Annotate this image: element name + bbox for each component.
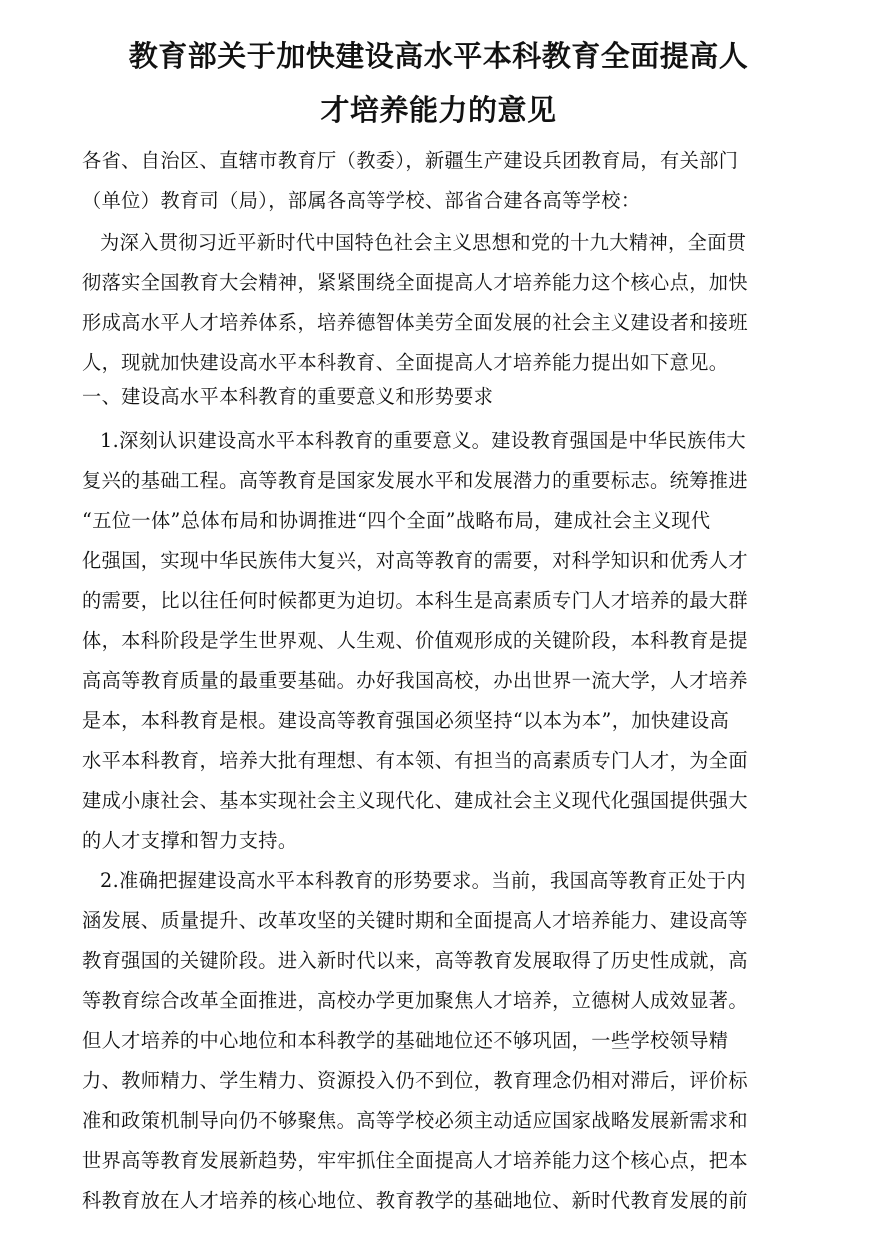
paragraph-line: 是本，本科教育是根。建设高等教育强国必须坚持“以本为本”，加快建设高 [82, 709, 730, 732]
paragraph-line: “五位一体”总体布局和协调推进“四个全面”战略布局，建成社会主义现代 [82, 509, 711, 532]
document-title-line-1: 教育部关于加快建设高水平本科教育全面提高人 [128, 39, 749, 73]
paragraph-line: 体，本科阶段是学生世界观、人生观、价值观形成的关键阶段，本科教育是提 [82, 629, 748, 652]
paragraph-line: 但人才培养的中心地位和本科教学的基础地位还不够巩固，一些学校领导精 [82, 1029, 729, 1052]
paragraph-line: 人，现就加快建设高水平本科教育、全面提高人才培养能力提出如下意见。 [82, 351, 729, 374]
paragraph-line: 各省、自治区、直辖市教育厅（教委），新疆生产建设兵团教育局，有关部门 [82, 149, 739, 172]
paragraph-line: 等教育综合改革全面推进，高校办学更加聚焦人才培养，立德树人成效显著。 [82, 989, 748, 1012]
paragraph-line: 水平本科教育，培养大批有理想、有本领、有担当的高素质专门人才，为全面 [82, 749, 748, 772]
paragraph-line: 为深入贯彻习近平新时代中国特色社会主义思想和党的十九大精神，全面贯 [100, 231, 747, 254]
paragraph-line: 的需要，比以往任何时候都更为迫切。本科生是高素质专门人才培养的最大群 [82, 589, 748, 612]
paragraph-line: 科教育放在人才培养的核心地位、教育教学的基础地位、新时代教育发展的前 [82, 1189, 748, 1212]
paragraph-line: 准和政策机制导向仍不够聚焦。高等学校必须主动适应国家战略发展新需求和 [82, 1109, 748, 1132]
paragraph-line: 高高等教育质量的最重要基础。办好我国高校，办出世界一流大学，人才培养 [82, 669, 748, 692]
paragraph-line: 1.深刻认识建设高水平本科教育的重要意义。建设教育强国是中华民族伟大 [100, 429, 746, 452]
paragraph-line: 教育强国的关键阶段。进入新时代以来，高等教育发展取得了历史性成就，高 [82, 949, 748, 972]
paragraph-line: 复兴的基础工程。高等教育是国家发展水平和发展潜力的重要标志。统筹推进 [82, 469, 748, 492]
paragraph-line: 世界高等教育发展新趋势，牢牢抓住全面提高人才培养能力这个核心点，把本 [82, 1149, 748, 1172]
paragraph-line: 2.准确把握建设高水平本科教育的形势要求。当前，我国高等教育正处于内 [100, 869, 746, 892]
paragraph-line: 彻落实全国教育大会精神，紧紧围绕全面提高人才培养能力这个核心点，加快 [82, 271, 748, 294]
paragraph-line: 建成小康社会、基本实现社会主义现代化、建成社会主义现代化强国提供强大 [82, 789, 748, 812]
paragraph-line: 力、教师精力、学生精力、资源投入仍不到位，教育理念仍相对滞后，评价标 [82, 1069, 748, 1092]
paragraph-line: 涵发展、质量提升、改革攻坚的关键时期和全面提高人才培养能力、建设高等 [82, 909, 748, 932]
section-heading: 一、建设高水平本科教育的重要意义和形势要求 [82, 385, 494, 408]
paragraph-line: 形成高水平人才培养体系，培养德智体美劳全面发展的社会主义建设者和接班 [82, 311, 748, 334]
document-title-line-2: 才培养能力的意见 [320, 93, 557, 127]
paragraph-line: 的人才支撑和智力支持。 [82, 829, 298, 852]
paragraph-line: （单位）教育司（局），部属各高等学校、部省合建各高等学校： [82, 189, 641, 212]
paragraph-line: 化强国，实现中华民族伟大复兴，对高等教育的需要，对科学知识和优秀人才 [82, 549, 748, 572]
